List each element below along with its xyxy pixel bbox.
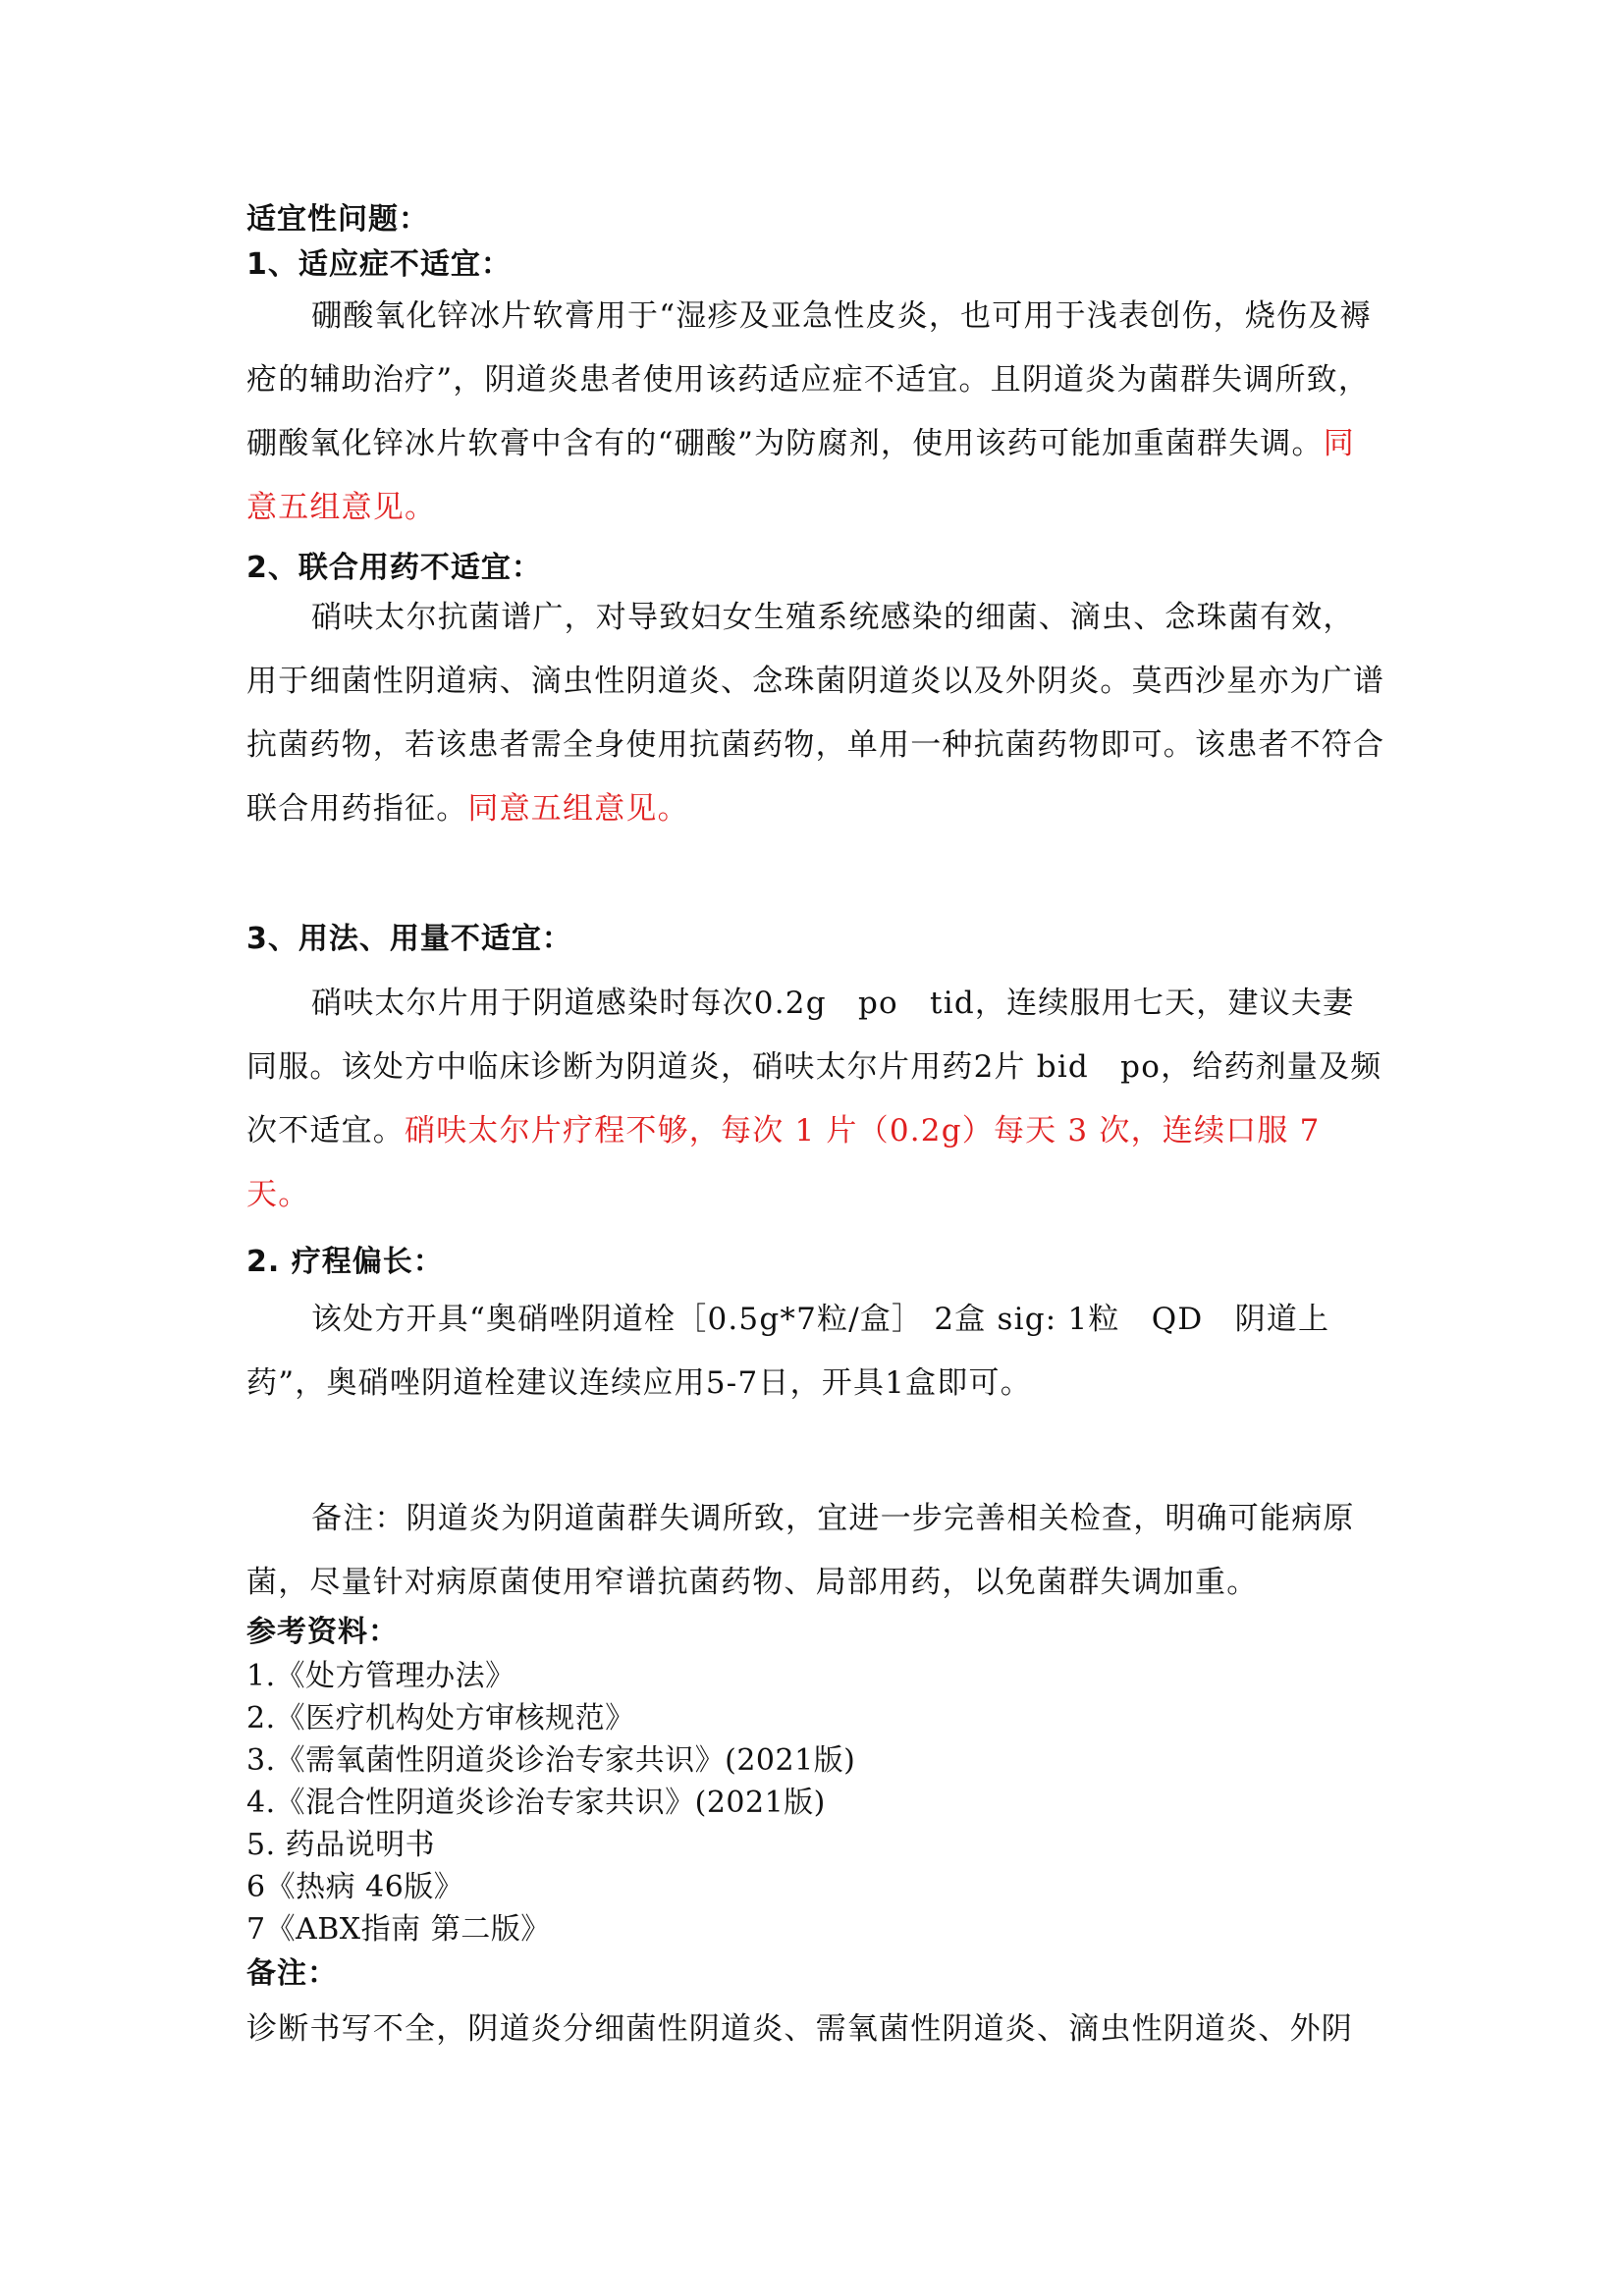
section3-paragraph	[246, 972, 1385, 1227]
section4-heading: 2. 疗程偏长：	[246, 1245, 444, 1279]
section3-heading: 3、用法、用量不适宜：	[246, 922, 572, 956]
remark2-heading: 备注：	[246, 1956, 338, 1991]
reference-item: 6《热病 46版》	[246, 1870, 464, 1904]
remark2-body: 诊断书写不全，阴道炎分细菌性阴道炎、需氧菌性阴道炎、滴虫性阴道炎、外阴	[246, 2011, 1353, 2047]
section3-comment: 硝呋太尔片疗程不够，每次 1 片（0.2g）每天 3 次，连续口服 7 天。	[246, 1113, 1321, 1212]
section3-body: 硝呋太尔片用于阴道感染时每次0.2g po tid，连续服用七天，建议夫妻同服。该处方中临床诊断为阴道炎，硝呋太尔片用药2片 bid po，给药剂量及频次不适宜。	[246, 986, 1382, 1148]
references-list	[246, 1655, 1385, 1950]
reference-item: 2.《医疗机构处方审核规范》	[246, 1701, 635, 1735]
section1-heading: 1、适应症不适宜：	[246, 247, 512, 282]
remark-paragraph: 备注：阴道炎为阴道菌群失调所致，宜进一步完善相关检查，明确可能病原菌，尽量针对病原菌使用窄谱抗菌药物、局部用药，以免菌群失调加重。	[246, 1501, 1355, 1600]
section2-comment: 同意五组意见。	[467, 791, 689, 827]
section2-paragraph	[246, 586, 1385, 841]
section1-comment: 同意五组意见。	[246, 426, 1355, 525]
section1-body: 硼酸氧化锌冰片软膏用于“湿疹及亚急性皮炎，也可用于浅表创伤，烧伤及褥疮的辅助治疗”，阴道炎患者使用该药适应症不适宜。且阴道炎为菌群失调所致，硼酸氧化锌冰片软膏中含有的“硼酸”为防腐剂，使用该药可能加重菌群失调。	[246, 298, 1372, 461]
reference-item: 4.《混合性阴道炎诊治专家共识》(2021版)	[246, 1786, 826, 1820]
doc-title: 适宜性问题：	[246, 202, 429, 237]
references-heading: 参考资料：	[246, 1615, 399, 1649]
reference-item: 3.《需氧菌性阴道炎诊治专家共识》(2021版)	[246, 1743, 856, 1778]
reference-item: 5. 药品说明书	[246, 1828, 436, 1862]
section2-heading: 2、联合用药不适宜：	[246, 551, 542, 585]
section2-body: 硝呋太尔抗菌谱广，对导致妇女生殖系统感染的细菌、滴虫、念珠菌有效，用于细菌性阴道病、滴虫性阴道炎、念珠菌阴道炎以及外阴炎。莫西沙星亦为广谱抗菌药物，若该患者需全身使用抗菌药物，单用一种抗菌药物即可。该患者不符合联合用药指征。	[246, 600, 1385, 827]
section4-paragraph: 该处方开具“奥硝唑阴道栓［0.5g*7粒/盒］ 2盒 sig: 1粒 QD 阴道上药”，奥硝唑阴道栓建议连续应用5-7日，开具1盒即可。	[246, 1302, 1330, 1401]
reference-item: 1.《处方管理办法》	[246, 1659, 515, 1693]
section1-paragraph	[246, 285, 1385, 540]
reference-item: 7《ABX指南 第二版》	[246, 1912, 551, 1947]
